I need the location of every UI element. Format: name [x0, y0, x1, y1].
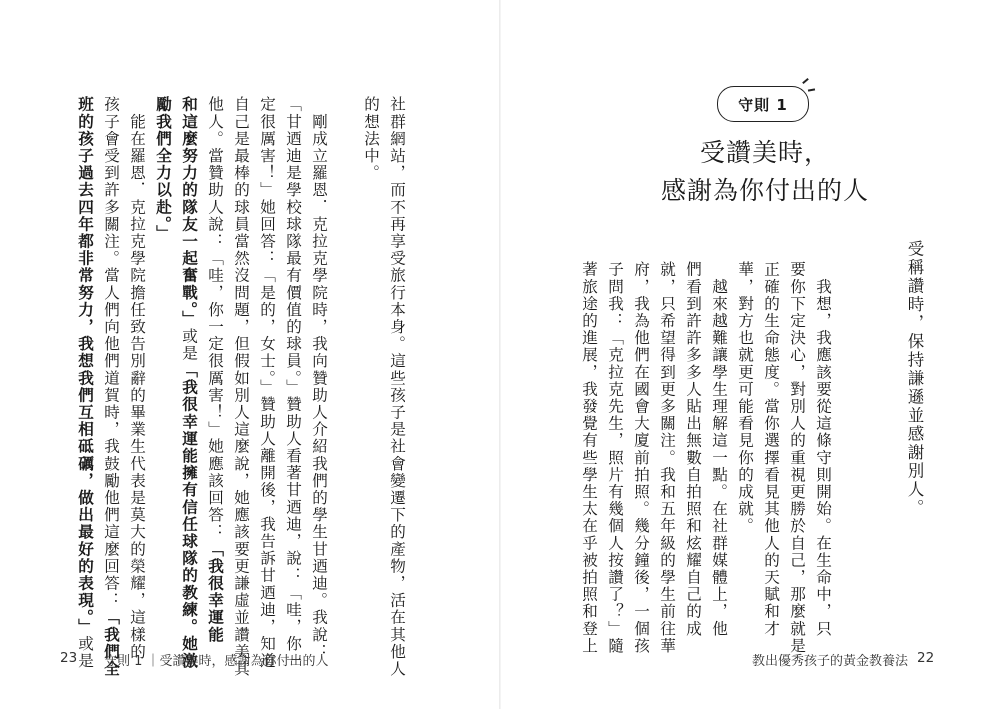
chapter-title [600, 134, 930, 210]
text-column [98, 96, 124, 677]
chapter-title-line: 受讚美時， [699, 138, 830, 167]
text-column [254, 96, 280, 677]
text-column [384, 96, 410, 677]
book-spine [499, 0, 501, 709]
chapter-subtitle: 受稱讚時，保持謙遜並感謝別人。 [905, 240, 924, 518]
emphasis-text: 勵我們全力以赴。」 [154, 96, 173, 243]
left-page-number: 23 [60, 650, 78, 666]
body-text: 子問我：「克拉克先生，照片有幾個人按讚了？」隨 [606, 261, 624, 655]
text-column [306, 96, 332, 677]
body-text: 要你下定決心，對別人的重視更勝於自己，那麼就是 [788, 261, 806, 655]
text-column [654, 261, 680, 654]
body-text: 府，我為他們在國會大廈前拍照。幾分鐘後，一個孩 [632, 261, 650, 655]
text-column [784, 261, 810, 654]
left-running-head: 守則 1 ｜受讚美時，感謝為你付出的人 [104, 654, 329, 669]
text-column [202, 96, 228, 677]
body-text: 越來越難讓學生理解這一點。在社群媒體上，他 [710, 261, 728, 638]
text-column [576, 261, 602, 654]
left-page-body-text [72, 96, 410, 677]
body-text: 的想法中。 [362, 96, 380, 182]
body-text: 剛成立羅恩．克拉克學院時，我向贊助人介紹我們的學生甘迺迪。我說： [310, 96, 328, 661]
text-column [150, 96, 176, 677]
text-column [332, 96, 358, 677]
chapter-title-line: 感謝為你付出的人 [660, 176, 869, 205]
emphasis-text: 「我很幸運能擁有信任球隊的教練。她激 [180, 361, 199, 670]
body-text: 華，對方也就更可能看見你的成就。 [736, 261, 754, 535]
body-text: 或是 [76, 635, 94, 670]
badge-accent-mark [802, 78, 809, 84]
body-text: 能在羅恩．克拉克學院擔任致告別辭的畢業生代表是莫大的榮耀，這樣的 [128, 96, 146, 661]
body-text: 們看到許許多多人貼出無數自拍照和炫耀自己的成 [684, 261, 702, 638]
body-text: 社群網站，而不再享受旅行本身。這些孩子是社會變遷下的產物，活在其他人 [388, 96, 406, 678]
body-text: 或是 [180, 327, 198, 362]
emphasis-text: 和這麼努力的隊友一起奮戰。」 [180, 96, 199, 328]
body-text: 他人。當贊助人說：「哇，你一定很厲害！」她應該回答： [206, 96, 224, 541]
body-text: 正確的生命態度。當你選擇看見其他人的天賦和才 [762, 261, 780, 638]
body-text: 我想，我應該要從這條守則開始。在生命中，只 [814, 261, 832, 638]
emphasis-text: 班的孩子過去四年都非常努力，我想我們互相砥礪，做出最好的表現。」 [76, 96, 95, 636]
text-column [628, 261, 654, 654]
text-column [732, 261, 758, 654]
right-page-body-text [576, 261, 836, 654]
body-text: 著旅途的進展，我發覺有些學生太在乎被拍照和登上 [580, 261, 598, 655]
text-column [358, 96, 384, 677]
right-page-number: 22 [917, 650, 935, 666]
text-column [124, 96, 150, 677]
body-text: 孩子會受到許多關注。當人們向他們道賀時，我鼓勵他們這麼回答： [102, 96, 120, 609]
body-text: 就，只希望得到更多關注。我和五年級的學生前往華 [658, 261, 676, 655]
body-text: 定很厲害！」她回答：「是的，女士。」贊助人離開後，我告訴甘迺迪，知道 [258, 96, 276, 670]
text-column [72, 96, 98, 677]
emphasis-text: 「我很幸運能 [206, 540, 225, 644]
text-column [706, 261, 732, 654]
rule-badge [717, 86, 809, 122]
badge-accent-mark [808, 88, 815, 91]
rule-badge-label: 守則 1 [738, 95, 788, 114]
right-running-head: 教出優秀孩子的黃金教養法 [752, 654, 909, 669]
body-text: 自己是最棒的球員當然沒問題，但假如別人這麼說，她應該要更謙虛並讚美其 [232, 96, 250, 678]
text-column [758, 261, 784, 654]
text-column [602, 261, 628, 654]
text-column [280, 96, 306, 677]
text-column [228, 96, 254, 677]
text-column [176, 96, 202, 677]
text-column [810, 261, 836, 654]
body-text: 「甘迺迪是學校球隊最有價值的球員。」贊助人看著甘迺迪，說：「哇，你一 [284, 96, 302, 670]
text-column [680, 261, 706, 654]
emphasis-text: 「我們全 [102, 609, 121, 678]
